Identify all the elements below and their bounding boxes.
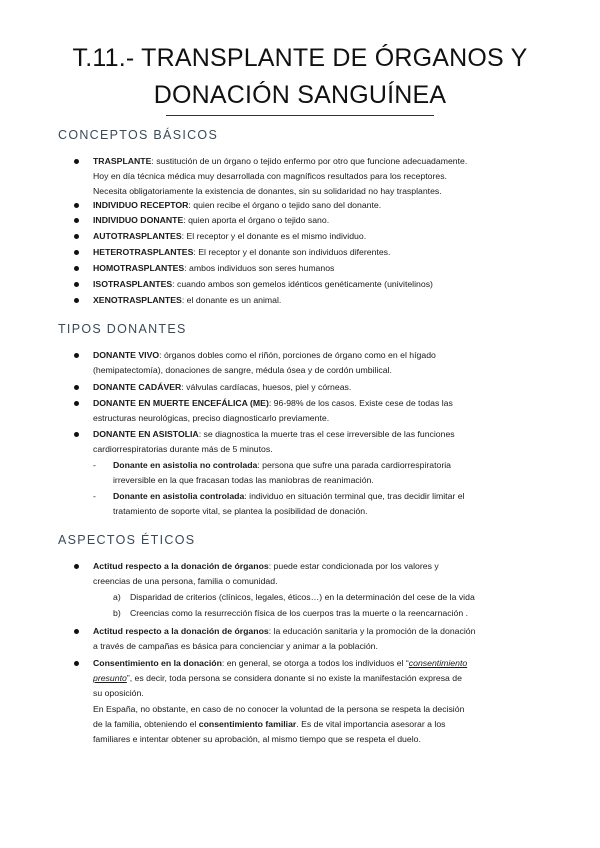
section-heading-eticos: ASPECTOS ÉTICOS	[58, 533, 196, 547]
definition: : se diagnostica la muerte tras el cese irreversible de las funciones	[198, 429, 455, 439]
list-item-xeno	[93, 293, 533, 308]
bullet-icon	[74, 432, 79, 437]
list-item-text: estructuras neurológicas, preciso diagnosticarlo previamente.	[93, 413, 330, 423]
list-item-text	[93, 671, 533, 686]
list-item-cadaver	[93, 380, 533, 395]
section-heading-tipos: TIPOS DONANTES	[58, 322, 187, 336]
dash-icon: -	[93, 460, 96, 470]
list-item-trasplante	[93, 154, 533, 169]
list-item-iso	[93, 277, 533, 292]
sub-item-text: irreversible en la que fracasan todas las maniobras de reanimación.	[113, 475, 374, 485]
list-item-actitud-1	[93, 559, 533, 574]
list-item-donante	[93, 213, 533, 228]
bullet-icon	[74, 401, 79, 406]
term: XENOTRASPLANTES	[93, 295, 182, 305]
bullet-icon	[74, 629, 79, 634]
list-item-text: Necesita obligatoriamente la existencia de donantes, sin su solidaridad no hay trasplantes.	[93, 186, 442, 196]
bullet-icon	[74, 203, 79, 208]
term: DONANTE EN MUERTE ENCEFÁLICA (ME)	[93, 398, 269, 408]
italic-term: consentimiento	[408, 658, 468, 668]
term: DONANTE VIVO	[93, 350, 160, 360]
definition: : cuando ambos son gemelos idénticos genéticamente (univitelinos)	[172, 279, 433, 289]
definition: : ambos individuos son seres humanos	[184, 263, 335, 273]
list-item-vivo	[93, 348, 533, 363]
term: Actitud respecto a la donación de órganos	[93, 626, 269, 636]
list-item-text: (hemipatectomía), donaciones de sangre, médula ósea y de cordón umbilical.	[93, 365, 392, 375]
term: INDIVIDUO DONANTE	[93, 215, 184, 225]
dash-icon: -	[93, 491, 96, 501]
definition: : el donante es un animal.	[181, 295, 282, 305]
list-item-text	[93, 717, 533, 732]
bullet-icon	[74, 661, 79, 666]
list-item-asistolia	[93, 427, 533, 442]
title-underline	[166, 115, 434, 116]
list-item-text: cardiorrespiratorias durante más de 5 minutos.	[93, 444, 273, 454]
page-title-line1: T.11.- TRANSPLANTE DE ÓRGANOS Y	[72, 44, 528, 72]
definition: : quien recibe el órgano o tejido sano del donante.	[188, 200, 382, 210]
term: HETEROTRASPLANTES	[93, 247, 194, 257]
bullet-icon	[74, 353, 79, 358]
term: DONANTE EN ASISTOLIA	[93, 429, 199, 439]
definition: : la educación sanitaria y la promoción de la donación	[268, 626, 476, 636]
sub-item-controlada	[113, 489, 465, 504]
text: . Es de vital importancia asesorar a los	[296, 719, 446, 729]
definition: : órganos dobles como el riñón, porciones de órgano como en el hígado	[159, 350, 436, 360]
enum-item-a: Disparidad de criterios (clínicos, legales, éticos…) en la determinación del cese de la vida	[130, 592, 475, 602]
list-item-homo	[93, 261, 533, 276]
bullet-icon	[74, 218, 79, 223]
definition: : El receptor y el donante son individuos diferentes.	[193, 247, 391, 257]
list-item-me	[93, 396, 533, 411]
definition: : individuo en situación terminal que, tras decidir limitar el	[244, 491, 465, 501]
bullet-icon	[74, 234, 79, 239]
enum-label: a)	[113, 592, 121, 602]
list-item-consentimiento	[93, 656, 533, 671]
term: Donante en asistolia no controlada	[113, 460, 258, 470]
bullet-icon	[74, 564, 79, 569]
term: TRASPLANTE	[93, 156, 152, 166]
list-item-actitud-2	[93, 624, 533, 639]
bullet-icon	[74, 298, 79, 303]
list-item-hetero	[93, 245, 533, 260]
term: AUTOTRASPLANTES	[93, 231, 182, 241]
list-item-auto	[93, 229, 533, 244]
bullet-icon	[74, 159, 79, 164]
italic-term: presunto	[93, 673, 127, 683]
section-heading-conceptos: CONCEPTOS BÁSICOS	[58, 128, 219, 142]
bullet-icon	[74, 385, 79, 390]
bullet-icon	[74, 282, 79, 287]
list-item-text: a través de campañas es básica para concienciar y animar a la población.	[93, 641, 378, 651]
enum-label: b)	[113, 608, 121, 618]
definition: : quien aporta el órgano o tejido sano.	[183, 215, 330, 225]
list-item-text: En España, no obstante, en caso de no conocer la voluntad de la persona se respeta la decisión	[93, 704, 465, 714]
text: ”, es decir, toda persona se considera donante si no existe la manifestación expresa de	[126, 673, 462, 683]
bullet-icon	[74, 250, 79, 255]
definition: : 96-98% de los casos. Existe cese de todas las	[268, 398, 453, 408]
term: HOMOTRASPLANTES	[93, 263, 185, 273]
sub-item-no-controlada	[113, 458, 451, 473]
definition: : puede estar condicionada por los valores y	[268, 561, 439, 571]
list-item-receptor	[93, 198, 533, 213]
term: DONANTE CADÁVER	[93, 382, 182, 392]
list-item-text: creencias de una persona, familia o comunidad.	[93, 576, 278, 586]
list-item-text: familiares e intentar obtener su aprobación, al mismo tiempo que se respeta el duelo.	[93, 734, 421, 744]
list-item-text: su oposición.	[93, 688, 144, 698]
enum-item-b: Creencias como la resurrección física de los cuerpos tras la muerte o la reencarnación .	[130, 608, 469, 618]
term: consentimiento familiar	[198, 719, 297, 729]
definition: : El receptor y el donante es el mismo individuo.	[181, 231, 367, 241]
definition: : persona que sufre una parada cardiorrespiratoria	[257, 460, 451, 470]
definition: : válvulas cardíacas, huesos, piel y córneas.	[181, 382, 352, 392]
list-item-text: Hoy en día técnica médica muy desarrollada con magníficos resultados para los receptores.	[93, 171, 447, 181]
term: ISOTRASPLANTES	[93, 279, 173, 289]
definition: : sustitución de un órgano o tejido enfermo por otro que funcione adecuadamente.	[151, 156, 468, 166]
term: INDIVIDUO RECEPTOR	[93, 200, 189, 210]
definition: : en general, se otorga a todos los individuos el “	[221, 658, 409, 668]
term: Donante en asistolia controlada	[113, 491, 245, 501]
page-title-line2: DONACIÓN SANGUÍNEA	[153, 81, 447, 109]
term: Consentimiento en la donación	[93, 658, 222, 668]
bullet-icon	[74, 266, 79, 271]
term: Actitud respecto a la donación de órganos	[93, 561, 269, 571]
text: de la familia, obteniendo el	[93, 719, 199, 729]
sub-item-text: tratamiento de soporte vital, se plantea la posibilidad de donación.	[113, 506, 368, 516]
